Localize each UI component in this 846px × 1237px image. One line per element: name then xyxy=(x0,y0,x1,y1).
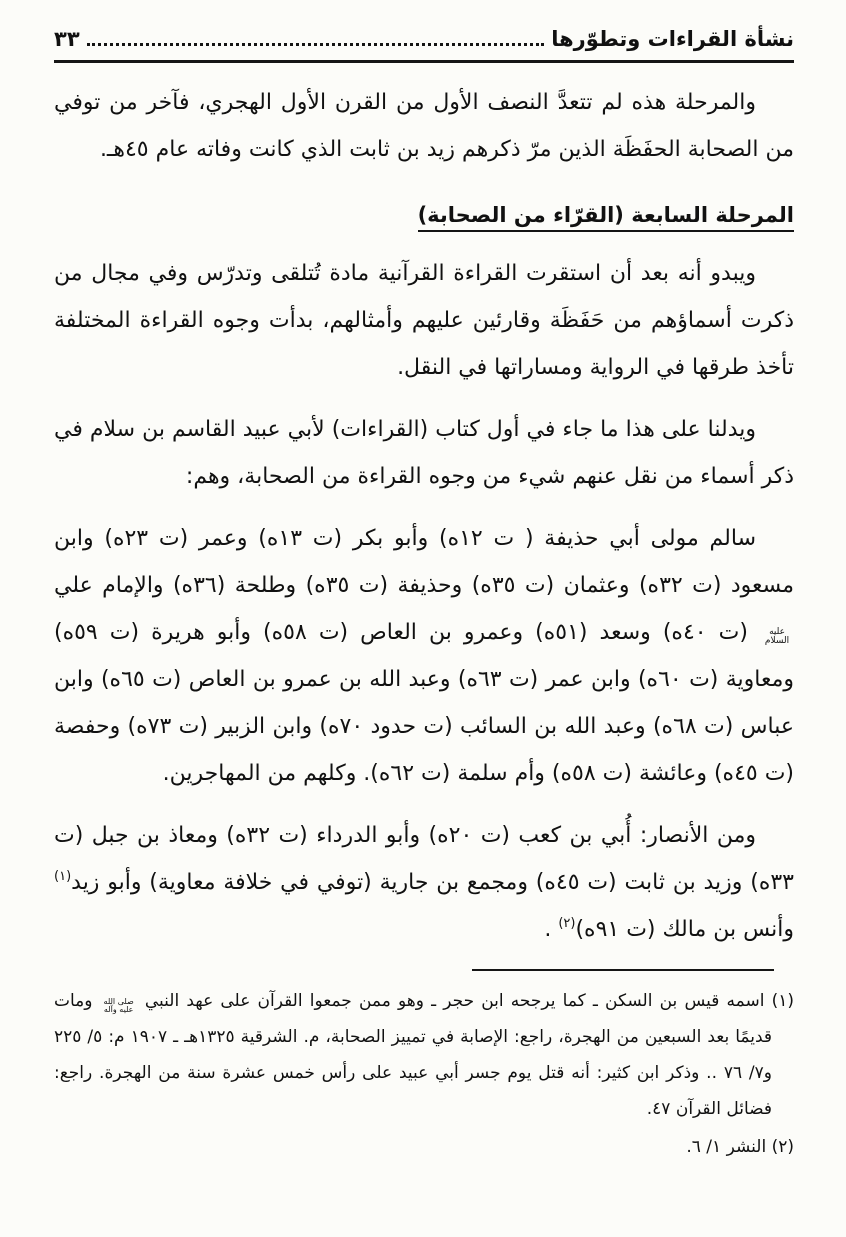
paragraph-3: ويدلنا على هذا ما جاء في أول كتاب (القراءات) لأبي عبيد القاسم بن سلام في ذكر أسماء من نقل عنهم شيء من وجوه القراءة من الصحابة، وهم: xyxy=(54,417,794,490)
paragraph-2: ويبدو أنه بعد أن استقرت القراءة القرآنية مادة تُتلقى وتدرّس وفي مجال من ذكرت أسماؤهم من حَفَظَة وقارئين عليهم وأمثالهم، بدأت وجوه القراءة المختلفة تأخذ طرقها في الرواية ومساراتها في النقل. xyxy=(54,261,794,381)
page-number: ٣٣ xyxy=(54,27,80,51)
section-heading-text: المرحلة السابعة (القرّاء من الصحابة) xyxy=(418,203,794,232)
paragraph-5-text-b: وأنس بن مالك (ت ٩١ه) xyxy=(575,917,794,943)
paragraph-5 xyxy=(54,812,794,953)
header-rule xyxy=(54,60,794,63)
honorific-salla-allahu-alayhi: صلى الله عليه وآله xyxy=(103,996,134,1015)
footnotes-section xyxy=(54,969,794,1165)
footnote-1-marker: (١) xyxy=(771,991,795,1012)
footnote-1-text-a: اسمه قيس بن السكن ـ كما يرجحه ابن حجر ـ وهو ممن جمعوا القرآن على عهد النبي xyxy=(144,991,772,1012)
footnote-2-marker: (٢) xyxy=(771,1137,794,1158)
footnote-ref-1: (١) xyxy=(54,869,72,885)
footnote-1-text-b: ومات قديمًا بعد السبعين من الهجرة، راجع: الإصابة في تمييز الصحابة، م. الشرقية ١٣٢٥هـ ـ ١٩٠٧ م: ٥/ ٢٢٥ و٧/ ٧٦ .. وذكر ابن كثير: أنه قتل يوم جسر أبي عبيد على رأس خمس عشرة سنة من الهجرة. راجع: فضائل القرآن ٤٧. xyxy=(54,991,772,1120)
page-body xyxy=(54,79,794,953)
footnote-2-text: النشر ١/ ٦. xyxy=(686,1137,772,1158)
running-title: نشأة القراءات وتطوّرها xyxy=(551,27,794,51)
footnote-ref-2: (٢) xyxy=(558,916,576,932)
paragraph-4 xyxy=(54,515,794,797)
page-header xyxy=(54,26,794,53)
paragraph-5-text-c: . xyxy=(544,917,559,943)
paragraph-5-text-a: ومن الأنصار: أُبي بن كعب (ت ٢٠ه) وأبو الدرداء (ت ٣٢ه) ومعاذ بن جبل (ت ٣٣ه) وزيد بن ثابت (ت ٤٥ه) ومجمع بن جارية (توفي في خلافة معاوية) وأبو زيد xyxy=(54,823,794,896)
footnote-2 xyxy=(54,1129,794,1165)
paragraph-1: والمرحلة هذه لم تتعدَّ النصف الأول من القرن الأول الهجري، فآخر من توفي من الصحابة الحفَظَة الذين مرّ ذكرهم زيد بن ثابت الذي كانت وفاته عام ٤٥هـ. xyxy=(54,90,794,163)
footnote-separator xyxy=(472,969,774,971)
section-heading xyxy=(54,195,794,235)
paragraph-4-text-b: (ت ٤٠ه) وسعد (٥١ه) وعمرو بن العاص (ت ٥٨ه) وأبو هريرة (ت ٥٩ه) ومعاوية (ت ٦٠ه) وابن عمر (ت ٦٣ه) وعبد الله بن عمرو بن العاص (ت ٦٥ه) وابن عباس (ت ٦٨ه) وعبد الله بن السائب (ت حدود ٧٠ه) وابن الزبير (ت ٧٣ه) وحفصة (ت ٤٥ه) وعائشة (ت ٥٨ه) وأم سلمة (ت ٦٢ه). وكلهم من المهاجرين. xyxy=(54,620,795,787)
paragraph-4-text-a: سالم مولى أبي حذيفة ( ت ١٢ه) وأبو بكر (ت ١٣ه) وعمر (ت ٢٣ه) وابن مسعود (ت ٣٢ه) وعثمان (ت ٣٥ه) وحذيفة (ت ٣٥ه) وطلحة (٣٦ه) والإمام علي xyxy=(54,526,795,599)
dot-leader xyxy=(87,43,545,46)
honorific-alayhis-salam: عليه السلام xyxy=(764,626,790,647)
footnote-1 xyxy=(54,983,794,1127)
